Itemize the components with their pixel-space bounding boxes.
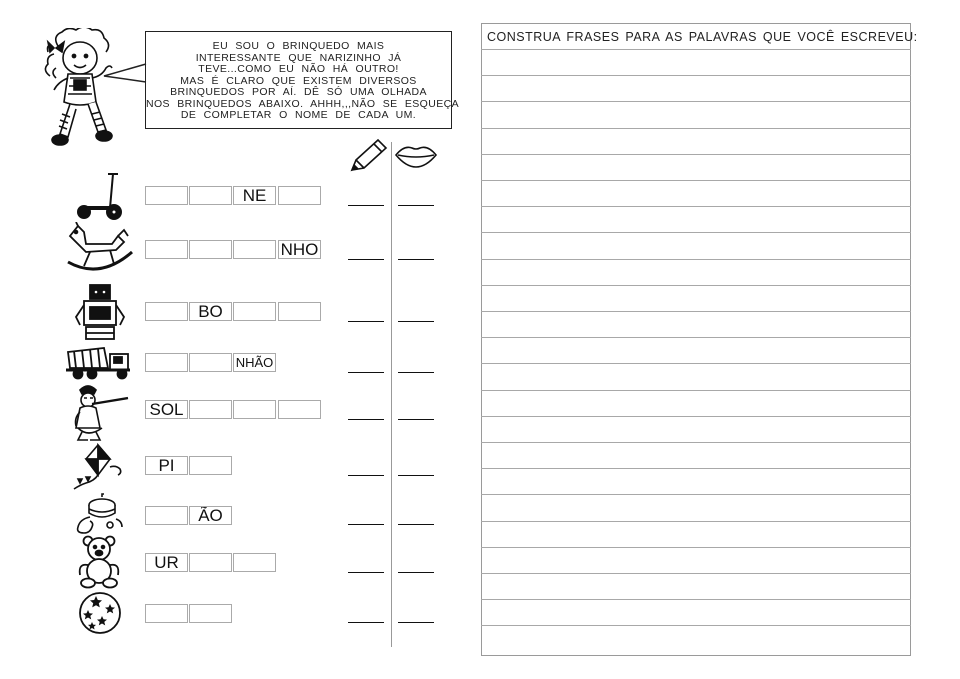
letter-box[interactable] bbox=[145, 604, 188, 623]
sentences-panel bbox=[481, 23, 911, 656]
writing-line[interactable] bbox=[481, 128, 911, 129]
answer-blank-speak[interactable] bbox=[398, 372, 434, 373]
answer-blank-write[interactable] bbox=[348, 205, 384, 206]
answer-blank-speak[interactable] bbox=[398, 622, 434, 623]
letter-box[interactable] bbox=[145, 240, 188, 259]
letter-box[interactable] bbox=[189, 553, 232, 572]
letter-box[interactable] bbox=[145, 353, 188, 372]
letter-box[interactable]: ÃO bbox=[189, 506, 232, 525]
letter-box[interactable] bbox=[233, 302, 276, 321]
letter-box[interactable] bbox=[145, 186, 188, 205]
letter-box[interactable] bbox=[145, 302, 188, 321]
teddy-bear-icon bbox=[76, 535, 124, 589]
answer-blank-speak[interactable] bbox=[398, 419, 434, 420]
writing-line[interactable] bbox=[481, 625, 911, 626]
writing-line[interactable] bbox=[481, 180, 911, 181]
writing-line[interactable] bbox=[481, 259, 911, 260]
letter-box[interactable] bbox=[233, 553, 276, 572]
letter-box[interactable]: NHO bbox=[278, 240, 321, 259]
writing-line[interactable] bbox=[481, 154, 911, 155]
bubble-line: DE COMPLETAR O NOME DE CADA UM. bbox=[180, 109, 417, 121]
writing-line[interactable] bbox=[481, 442, 911, 443]
writing-line[interactable] bbox=[481, 285, 911, 286]
cement-truck-icon bbox=[64, 344, 134, 380]
writing-line[interactable] bbox=[481, 49, 911, 50]
speech-bubble bbox=[145, 31, 459, 129]
robot-icon bbox=[74, 281, 126, 343]
bubble-line: INTERESSANTE QUE NARIZINHO JÁ bbox=[195, 51, 402, 64]
writing-line[interactable] bbox=[481, 363, 911, 364]
toy-soldier-icon bbox=[66, 382, 132, 442]
letter-box[interactable]: UR bbox=[145, 553, 188, 572]
rocking-horse-icon bbox=[64, 222, 136, 278]
letter-box[interactable] bbox=[278, 186, 321, 205]
writing-line[interactable] bbox=[481, 573, 911, 574]
letter-box[interactable] bbox=[189, 456, 232, 475]
answer-blank-write[interactable] bbox=[348, 572, 384, 573]
writing-line[interactable] bbox=[481, 599, 911, 600]
letter-box[interactable] bbox=[233, 400, 276, 419]
pencil-icon bbox=[346, 138, 388, 174]
letter-box[interactable] bbox=[278, 400, 321, 419]
letter-box[interactable]: SOL bbox=[145, 400, 188, 419]
writing-line[interactable] bbox=[481, 311, 911, 312]
answer-blank-write[interactable] bbox=[348, 524, 384, 525]
writing-line[interactable] bbox=[481, 337, 911, 338]
letter-box[interactable] bbox=[189, 604, 232, 623]
writing-line[interactable] bbox=[481, 206, 911, 207]
letter-box[interactable]: PI bbox=[145, 456, 188, 475]
answer-blank-write[interactable] bbox=[348, 259, 384, 260]
writing-line[interactable] bbox=[481, 521, 911, 522]
answer-blank-write[interactable] bbox=[348, 622, 384, 623]
answer-blank-write[interactable] bbox=[348, 372, 384, 373]
bubble-line: NOS BRINQUEDOS ABAIXO. AHHH,,,NÃO SE ESQUEÇA bbox=[146, 97, 459, 110]
bubble-line: TEVE...COMO EU NÃO HÁ OUTRO! bbox=[198, 63, 399, 75]
answer-blank-speak[interactable] bbox=[398, 572, 434, 573]
writing-line[interactable] bbox=[481, 494, 911, 495]
column-divider bbox=[391, 142, 392, 647]
letter-box[interactable] bbox=[189, 400, 232, 419]
bubble-line: MAS É CLARO QUE EXISTEM DIVERSOS bbox=[180, 74, 417, 87]
letter-box[interactable] bbox=[189, 186, 232, 205]
writing-line[interactable] bbox=[481, 468, 911, 469]
yoyo-icon bbox=[72, 493, 128, 537]
letter-box[interactable] bbox=[278, 302, 321, 321]
writing-line[interactable] bbox=[481, 101, 911, 102]
scooter-icon bbox=[72, 168, 128, 222]
writing-line[interactable] bbox=[481, 75, 911, 76]
letter-box[interactable] bbox=[145, 506, 188, 525]
answer-blank-write[interactable] bbox=[348, 321, 384, 322]
sentences-title: CONSTRUA FRASES PARA AS PALAVRAS QUE VOCÊ ESCREVEU: bbox=[487, 30, 918, 44]
answer-blank-speak[interactable] bbox=[398, 524, 434, 525]
answer-blank-speak[interactable] bbox=[398, 321, 434, 322]
writing-line[interactable] bbox=[481, 416, 911, 417]
answer-blank-speak[interactable] bbox=[398, 205, 434, 206]
bubble-line: EU SOU O BRINQUEDO MAIS bbox=[212, 40, 385, 52]
answer-blank-speak[interactable] bbox=[398, 475, 434, 476]
letter-box[interactable] bbox=[233, 240, 276, 259]
letter-box[interactable]: NHÃO bbox=[233, 353, 276, 372]
writing-line[interactable] bbox=[481, 390, 911, 391]
answer-blank-speak[interactable] bbox=[398, 259, 434, 260]
writing-line[interactable] bbox=[481, 232, 911, 233]
letter-box[interactable] bbox=[189, 240, 232, 259]
answer-blank-write[interactable] bbox=[348, 475, 384, 476]
lips-icon bbox=[394, 143, 438, 169]
bubble-line: BRINQUEDOS POR AÍ. DÊ SÓ UMA OLHADA bbox=[170, 86, 427, 98]
letter-box[interactable]: BO bbox=[189, 302, 232, 321]
speech-bubble-tail bbox=[102, 60, 148, 90]
kite-icon bbox=[70, 443, 128, 491]
letter-box[interactable] bbox=[189, 353, 232, 372]
ball-icon bbox=[76, 590, 124, 636]
letter-box[interactable]: NE bbox=[233, 186, 276, 205]
answer-blank-write[interactable] bbox=[348, 419, 384, 420]
writing-line[interactable] bbox=[481, 547, 911, 548]
emilia-doll-icon bbox=[44, 28, 124, 160]
